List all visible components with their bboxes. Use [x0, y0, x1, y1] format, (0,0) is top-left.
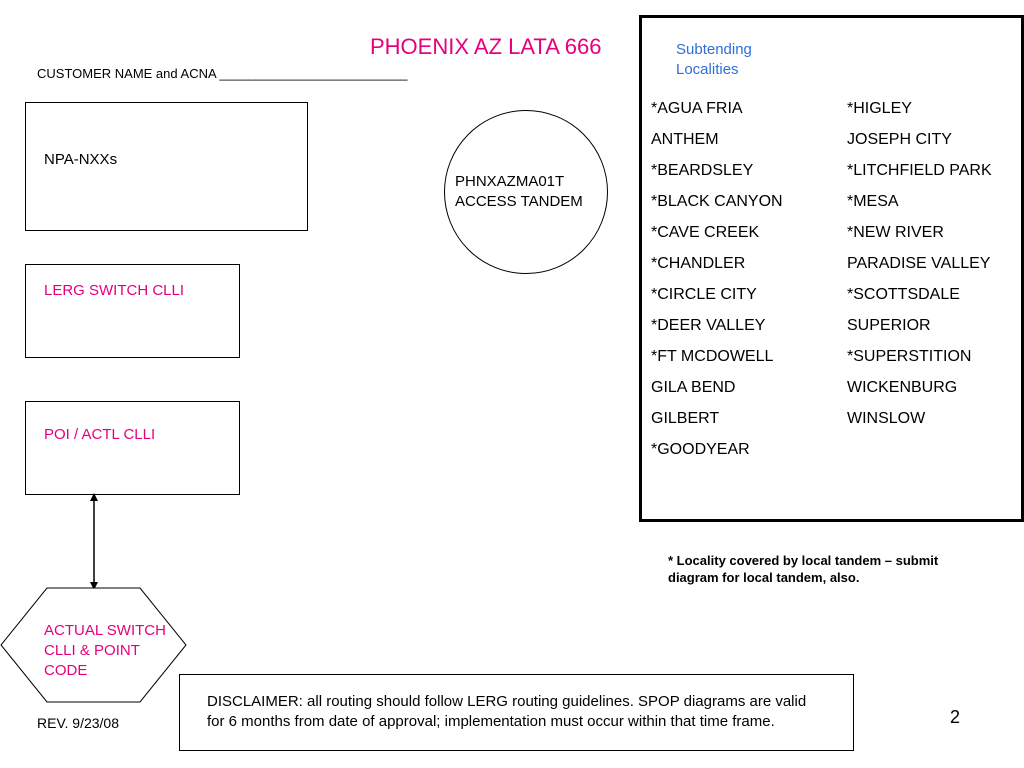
- locality-item: ANTHEM: [651, 131, 719, 148]
- locality-item: *GOODYEAR: [651, 441, 750, 458]
- locality-item: *MESA: [847, 193, 899, 210]
- locality-item: *LITCHFIELD PARK: [847, 162, 992, 179]
- tandem-clli: PHNXAZMA01T: [455, 173, 565, 190]
- locality-item: *CHANDLER: [651, 255, 746, 272]
- locality-item: *CIRCLE CITY: [651, 286, 757, 303]
- locality-item: *BEARDSLEY: [651, 162, 754, 179]
- locality-item: PARADISE VALLEY: [847, 255, 991, 272]
- revision-date: REV. 9/23/08: [37, 715, 119, 731]
- page-title: PHOENIX AZ LATA 666: [370, 34, 602, 59]
- locality-item: SUPERIOR: [847, 317, 931, 334]
- locality-item: WICKENBURG: [847, 379, 958, 396]
- disclaimer-box: [179, 674, 854, 751]
- subtending-localities-heading: Subtending Localities: [676, 41, 752, 78]
- locality-item: GILBERT: [651, 410, 720, 427]
- locality-item: GILA BEND: [651, 379, 736, 396]
- npa-nxx-label: NPA-NXXs: [44, 151, 118, 168]
- locality-item: WINSLOW: [847, 410, 926, 427]
- lerg-switch-clli-label: LERG SWITCH CLLI: [44, 282, 185, 299]
- poi-actl-clli-label: POI / ACTL CLLI: [44, 426, 156, 443]
- actual-switch-clli-label: ACTUAL SWITCH CLLI & POINT CODE: [44, 622, 166, 679]
- tandem-type: ACCESS TANDEM: [455, 193, 583, 210]
- locality-item: *SCOTTSDALE: [847, 286, 960, 303]
- local-tandem-footnote: * Locality covered by local tandem – submit diagram for local tandem, also.: [668, 553, 939, 585]
- locality-item: *AGUA FRIA: [651, 100, 743, 117]
- locality-item: *BLACK CANYON: [651, 193, 783, 210]
- disclaimer-text: DISCLAIMER: all routing should follow LERG routing guidelines. SPOP diagrams are valid for 6 months from date of approval; implementation must occur within that time frame.: [207, 693, 807, 730]
- locality-item: *DEER VALLEY: [651, 317, 766, 334]
- locality-item: *CAVE CREEK: [651, 224, 760, 241]
- page-number: 2: [950, 707, 961, 727]
- locality-item: *SUPERSTITION: [847, 348, 972, 365]
- locality-item: *NEW RIVER: [847, 224, 944, 241]
- access-tandem-label: [455, 172, 583, 212]
- customer-name-acna-line: CUSTOMER NAME and ACNA __________________________: [37, 66, 408, 81]
- locality-item: *HIGLEY: [847, 100, 912, 117]
- locality-item: JOSEPH CITY: [847, 131, 952, 148]
- locality-item: *FT MCDOWELL: [651, 348, 774, 365]
